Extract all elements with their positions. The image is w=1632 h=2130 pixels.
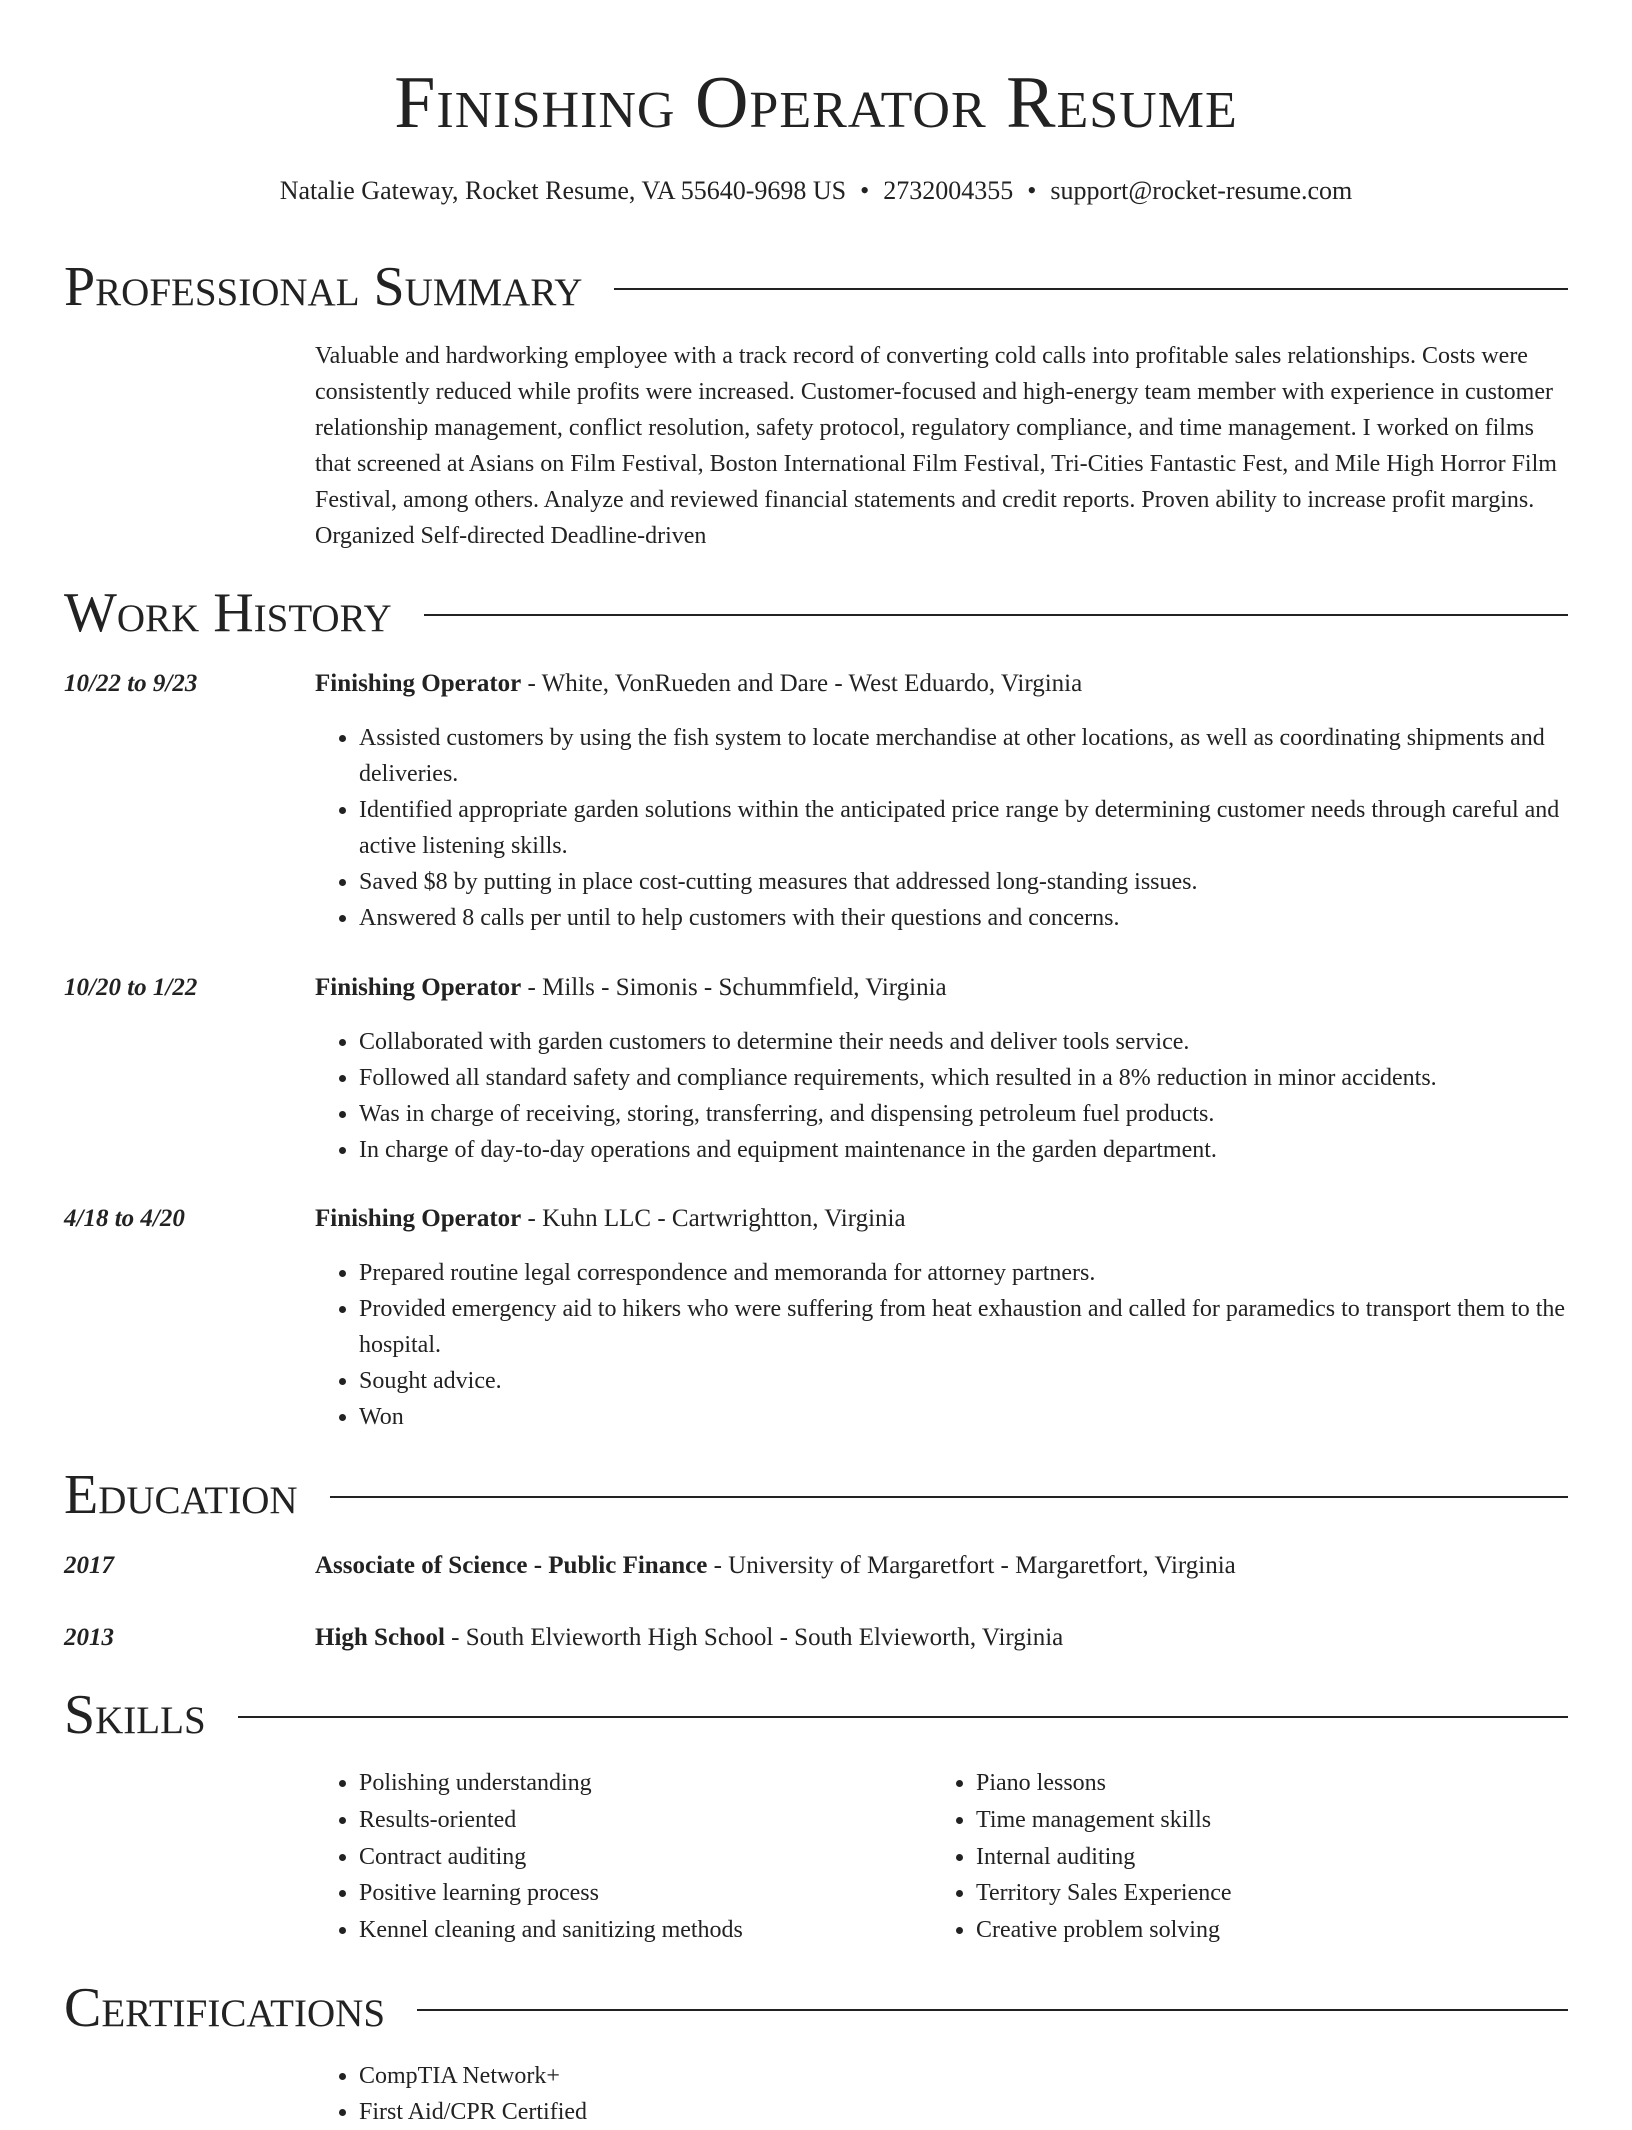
education-year: 2017 bbox=[64, 1552, 114, 1579]
job-bullets bbox=[315, 1024, 1568, 1168]
section-header-education bbox=[64, 1460, 1568, 1530]
job-details: - White, VonRueden and Dare - West Eduardo, Virginia bbox=[521, 670, 1083, 697]
section-divider bbox=[417, 2009, 1568, 2011]
skill-item: • Time management skills bbox=[976, 1802, 1546, 1839]
skills-list-left bbox=[315, 1765, 929, 1949]
job-dates: 10/22 to 9/23 bbox=[64, 670, 198, 697]
list-item: • Assisted customers by using the fish system to locate merchandise at other locations, as well as coordinating shipments and deliveries. bbox=[359, 720, 1568, 792]
section-divider bbox=[424, 614, 1568, 616]
section-divider bbox=[330, 1496, 1568, 1498]
skill-item: • Contract auditing bbox=[359, 1839, 929, 1876]
education-degree: High School bbox=[315, 1624, 445, 1651]
skills-list-right bbox=[932, 1765, 1546, 1949]
list-item: • Answered 8 calls per until to help customers with their questions and concerns. bbox=[359, 900, 1568, 936]
list-item: • Identified appropriate garden solutions within the anticipated price range by determining customer needs through careful and active listening skills. bbox=[359, 792, 1568, 864]
skill-item: • Territory Sales Experience bbox=[976, 1875, 1546, 1912]
skill-item: • Internal auditing bbox=[976, 1839, 1546, 1876]
job-title: Finishing Operator bbox=[315, 974, 522, 1001]
job-bullets bbox=[315, 1255, 1568, 1435]
summary-text: Valuable and hardworking employee with a track record of converting cold calls into profitable sales relationships. Costs were consistently reduced while profits were increased. Customer-focused and high-energy team member with experience in customer relationship management, conflict resolution, safety protocol, regulatory compliance, and time management. I worked on films that screened at Asians on Film Festival, Boston International Film Festival, Tri-Cities Fantastic Fest, and Mile High Horror Film Festival, among others. Analyze and reviewed financial statements and credit reports. Proven ability to increase profit margins. Organized Self-directed Deadline-driven bbox=[315, 343, 1557, 549]
job-title: Finishing Operator bbox=[315, 670, 522, 697]
section-header-certifications bbox=[64, 1973, 1568, 2043]
list-item: • Collaborated with garden customers to determine their needs and deliver tools service. bbox=[359, 1024, 1568, 1060]
list-item: • Was in charge of receiving, storing, transferring, and dispensing petroleum fuel products. bbox=[359, 1096, 1568, 1132]
section-header-summary bbox=[64, 252, 1568, 322]
job-heading bbox=[315, 1202, 1568, 1236]
job-bullets bbox=[315, 720, 1568, 936]
list-item: • Sought advice. bbox=[359, 1363, 1568, 1399]
job-details: - Kuhn LLC - Cartwrightton, Virginia bbox=[521, 1205, 906, 1232]
contact-phone: 2732004355 bbox=[883, 176, 1014, 205]
section-header-work-history bbox=[64, 578, 1568, 648]
certifications-list bbox=[315, 2058, 1568, 2130]
section-title: Professional Summary bbox=[64, 256, 583, 318]
section-title: Certifications bbox=[64, 1977, 386, 2039]
education-heading bbox=[315, 1621, 1568, 1655]
job-heading bbox=[315, 667, 1568, 701]
section-header-skills bbox=[64, 1680, 1568, 1750]
resume-title: Finishing Operator Resume bbox=[394, 62, 1238, 144]
list-item: • Prepared routine legal correspondence and memoranda for attorney partners. bbox=[359, 1255, 1568, 1291]
skill-item: • Polishing understanding bbox=[359, 1765, 929, 1802]
job-dates: 4/18 to 4/20 bbox=[64, 1205, 185, 1232]
skill-item: • Piano lessons bbox=[976, 1765, 1546, 1802]
list-item: • In charge of day-to-day operations and equipment maintenance in the garden department. bbox=[359, 1132, 1568, 1168]
education-heading bbox=[315, 1549, 1568, 1583]
list-item: • Provided emergency aid to hikers who were suffering from heat exhaustion and called for paramedics to transport them to the hospital. bbox=[359, 1291, 1568, 1363]
certification-item: • CompTIA Network+ bbox=[359, 2058, 1568, 2094]
contact-line bbox=[0, 174, 1632, 208]
skill-item: • Results-oriented bbox=[359, 1802, 929, 1839]
job-heading bbox=[315, 971, 1568, 1005]
section-divider bbox=[614, 288, 1568, 290]
section-title: Education bbox=[64, 1464, 298, 1526]
job-title: Finishing Operator bbox=[315, 1205, 522, 1232]
contact-separator: • bbox=[860, 176, 870, 205]
contact-email[interactable]: support@rocket-resume.com bbox=[1050, 176, 1353, 205]
list-item: • Won bbox=[359, 1399, 1568, 1435]
education-details: - University of Margaretfort - Margaretfort, Virginia bbox=[707, 1552, 1236, 1579]
section-title: Skills bbox=[64, 1684, 206, 1746]
skill-item: • Kennel cleaning and sanitizing methods bbox=[359, 1912, 929, 1949]
education-year: 2013 bbox=[64, 1624, 114, 1651]
section-title: Work History bbox=[64, 582, 392, 644]
list-item: • Followed all standard safety and compliance requirements, which resulted in a 8% reduction in minor accidents. bbox=[359, 1060, 1568, 1096]
list-item: • Saved $8 by putting in place cost-cutting measures that addressed long-standing issues. bbox=[359, 864, 1568, 900]
certification-item: • First Aid/CPR Certified bbox=[359, 2094, 1568, 2130]
skill-item: • Creative problem solving bbox=[976, 1912, 1546, 1949]
contact-separator: • bbox=[1027, 176, 1037, 205]
job-details: - Mills - Simonis - Schummfield, Virginia bbox=[521, 974, 947, 1001]
job-dates: 10/20 to 1/22 bbox=[64, 974, 198, 1001]
contact-address: Natalie Gateway, Rocket Resume, VA 55640-9698 US bbox=[279, 176, 847, 205]
education-details: - South Elvieworth High School - South Elvieworth, Virginia bbox=[444, 1624, 1064, 1651]
education-degree: Associate of Science - Public Finance bbox=[315, 1552, 708, 1579]
skill-item: • Positive learning process bbox=[359, 1875, 929, 1912]
section-divider bbox=[238, 1716, 1568, 1718]
